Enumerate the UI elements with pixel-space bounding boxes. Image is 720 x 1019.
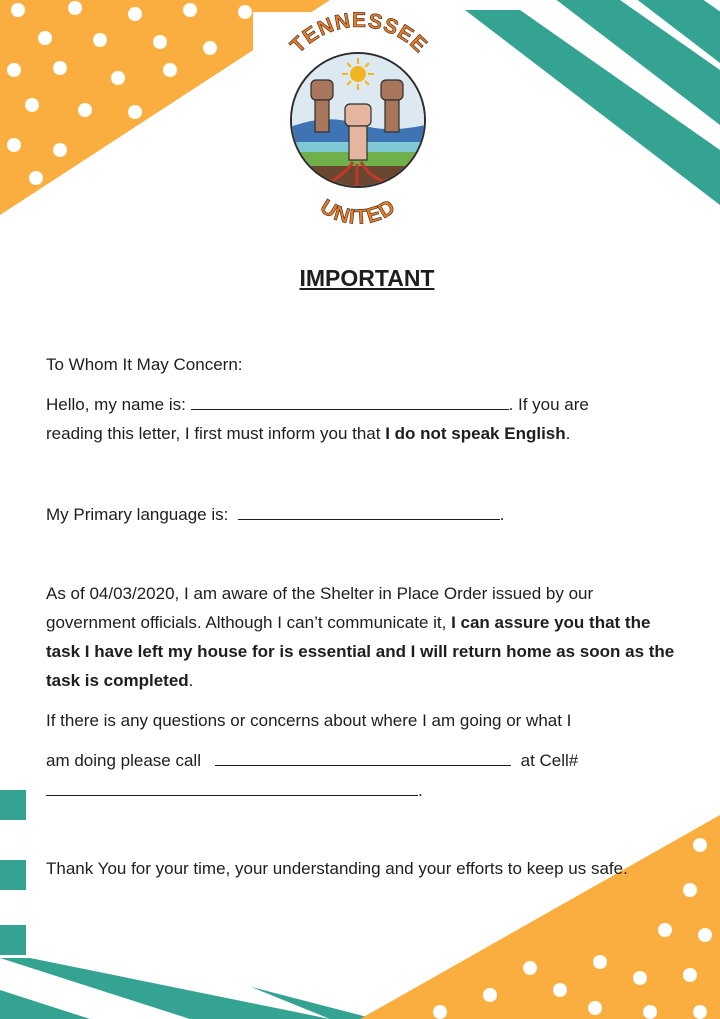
order-end: . bbox=[188, 671, 194, 690]
name-prefix: Hello, my name is: bbox=[46, 395, 186, 414]
order-bold: I can assure you that the task I have left my house for is essential and I will return home as soon as the task is completed bbox=[46, 613, 675, 690]
closing-paragraph: Thank You for your time, your understanding and your efforts to keep us safe. bbox=[46, 859, 628, 878]
reading-bold: I do not speak English bbox=[385, 424, 566, 443]
name-suffix: . If you are bbox=[508, 395, 589, 414]
order-text: As of 04/03/2020, I am aware of the Shelter in Place Order issued by our government officials. Although I can’t communicate it, bbox=[46, 584, 594, 632]
logo-top-text: TENNESSEE bbox=[286, 12, 432, 58]
order-paragraph bbox=[46, 579, 686, 695]
language-suffix: . bbox=[499, 505, 505, 524]
name-blank-line[interactable] bbox=[191, 390, 509, 410]
reading-intro: reading this letter, I first must inform you that bbox=[46, 424, 381, 443]
cell-number-blank-line[interactable] bbox=[46, 776, 418, 796]
bottom-left-teal-stripes bbox=[0, 790, 400, 1019]
language-blank-line[interactable] bbox=[238, 500, 500, 520]
logo bbox=[253, 12, 465, 228]
name-paragraph bbox=[46, 390, 686, 448]
language-prefix: My Primary language is: bbox=[46, 505, 229, 524]
cell-label: at Cell# bbox=[520, 751, 579, 770]
contact-name-blank-line[interactable] bbox=[215, 746, 511, 766]
logo-bottom-text: UNITED bbox=[316, 195, 400, 228]
bottom-right-orange-corner bbox=[360, 815, 720, 1019]
cell-number-line bbox=[46, 776, 686, 805]
questions-line-1: If there is any questions or concerns about where I am going or what I bbox=[46, 711, 572, 730]
cell-end: . bbox=[418, 781, 423, 800]
top-right-teal-stripes bbox=[465, 0, 720, 205]
language-paragraph bbox=[46, 500, 686, 529]
questions-call-text: am doing please call bbox=[46, 751, 201, 770]
page-title: IMPORTANT bbox=[299, 265, 435, 291]
greeting: To Whom It May Concern: bbox=[46, 355, 243, 374]
questions-line-2 bbox=[46, 746, 686, 775]
raised-fists-icon bbox=[253, 12, 465, 228]
reading-end: . bbox=[565, 424, 571, 443]
